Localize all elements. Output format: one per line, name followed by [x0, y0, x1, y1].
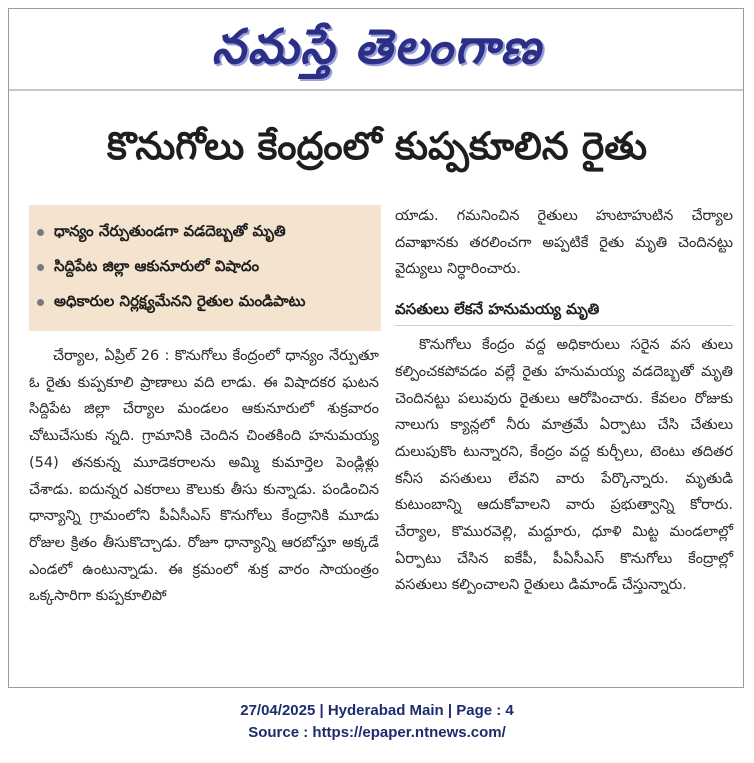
bullet-icon: [37, 229, 44, 236]
article-column-right: [395, 203, 733, 599]
bullet-icon: [37, 299, 44, 306]
bullet-icon: [37, 264, 44, 271]
highlight-item: [37, 285, 373, 320]
article-subheading: వసతులు లేకనే హనుమయ్య మృతి: [395, 291, 733, 326]
highlight-text: అధికారుల నిర్లక్ష్యమేనని రైతుల మండిపాటు: [54, 291, 306, 310]
clipping-footer: [0, 700, 754, 744]
masthead-divider: [9, 89, 744, 91]
body-paragraph: యాడు. గమనించిన రైతులు హుటాహుటిన చేర్యాల దవాఖానకు తరలించగా అప్పటికే రైతు మృతి చెందినట్టు వైద్యులు నిర్ధారించారు.: [395, 208, 733, 278]
body-paragraph: చేర్యాల, ఏప్రిల్ 26 : కొనుగోలు కేంద్రంలో ధాన్యం నేర్పుతూ ఓ రైతు కుప్పకూలి ప్రాణాలు వది లాడు. ఈ విషాదకర ఘటన సిద్దిపేట జిల్లా చేర్యాల మండలం ఆకునూరులో శుక్రవారం చోటుచేసుకు న్నది. గ్రామానికి చెందిన చింతకింది హనుమయ్య (54) తనకున్న మూడెకరాలను అమ్మి కుమార్తెల పెండ్లిళ్లు చేశాడు. ఐదున్నర ఎకరాలు కౌలుకు తీసు కున్నాడు. పండించిన ధాన్యాన్ని గ్రామంలోని పీఏసీఎస్ కొనుగోలు కేంద్రానికి మూడు రోజుల క్రితం తీసుకొచ్చాడు. రోజూ ధాన్యాన్ని ఆరబోస్తూ అక్కడే ఎండలో ఉంటున్నాడు. ఈ క్రమంలో శుక్ర వారం సాయంత్రం ఒక్కసారిగా కుప్పకూలిపో: [29, 348, 379, 605]
source-line: Source : https://epaper.ntnews.com/: [248, 724, 506, 741]
highlight-text: సిద్దిపేట జిల్లా ఆకునూరులో విషాదం: [54, 256, 260, 275]
highlight-item: [37, 215, 373, 250]
article-headline: కొనుగోలు కేంద్రంలో కుప్పకూలిన రైతు: [107, 124, 647, 168]
highlight-text: ధాన్యం నేర్పుతుండగా వడదెబ్బతో మృతి: [54, 221, 286, 240]
highlight-item: [37, 250, 373, 285]
masthead-logo: నమస్తే తెలంగాణ: [211, 19, 543, 75]
newspaper-clipping: [8, 8, 744, 688]
article-column-left: [29, 343, 379, 610]
body-paragraph: కొనుగోలు కేంద్రం వద్ద అధికారులు సరైన వస తులు కల్పించకపోవడం వల్లే రైతు హనుమయ్య వడదెబ్బతో మృతి చెందినట్టు పలువురు రైతులు ఆరోపించారు. కేవలం రోజుకు నాలుగు క్యాన్లలో నీరు మాత్రమే ఏర్పాటు చేసి చేతులు దులుపుకొం టున్నారని, కేంద్రం వద్ద కుర్చీలు, టెంటు తదితర కనీస వసతులు లేవని వారు పేర్కొన్నారు. మృతుడి కుటుంబాన్ని ఆదుకోవాలని వారు ప్రభుత్వాన్ని కోరారు. చేర్యాల, కొమురవెల్లి, మద్దూరు, ధూళి మిట్ట మండలాల్లో ఏర్పాటు చేసిన ఐకేపీ, పీఏసీఎస్ కొనుగోలు కేంద్రాల్లో వసతులు కల్పించాలని రైతులు డిమాండ్ చేస్తున్నారు.: [395, 337, 733, 594]
dateline: 27/04/2025 | Hyderabad Main | Page : 4: [240, 702, 514, 719]
highlights-box: [29, 205, 381, 331]
